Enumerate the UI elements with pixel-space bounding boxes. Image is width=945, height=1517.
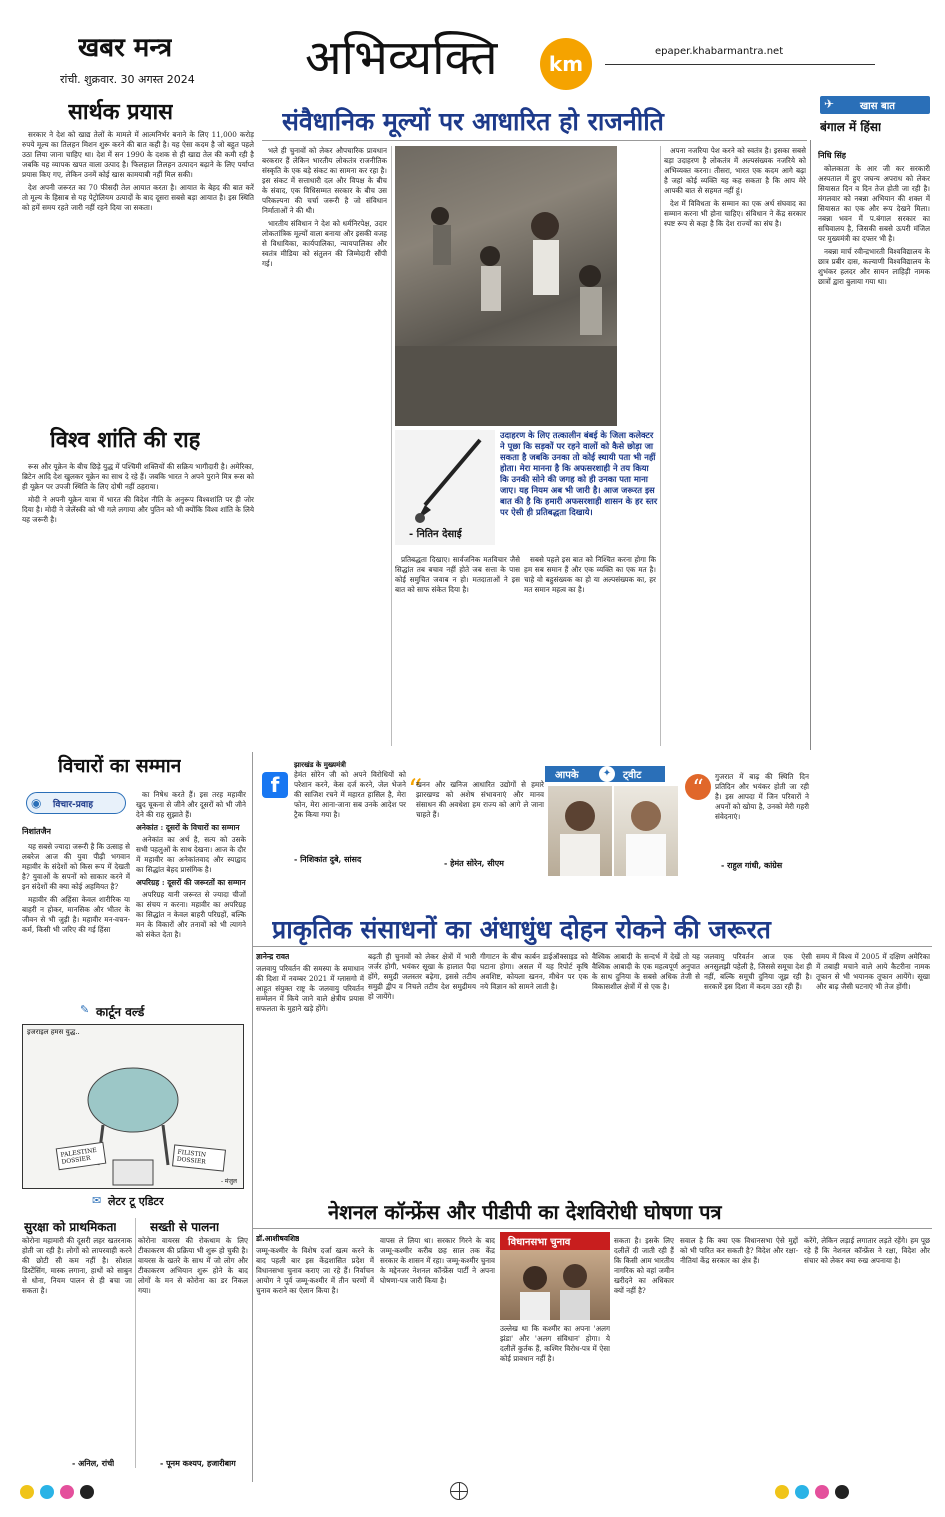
color-dot bbox=[20, 1485, 34, 1499]
tweet-right-text: गुजरात में बाढ़ की स्थिति दिन प्रतिदिन और भयंकर होती जा रही है। इस आपदा में जिन परिवारों ने अपनों को खोया है, उनको मेरी गहरी संवेदनाएं। bbox=[715, 772, 809, 821]
facebook-icon: f bbox=[262, 772, 288, 798]
editorial1-para: देश अपनी जरूरत का 70 फीसदी तेल आयात करता है। आयात के बेहद की बात करें तो मूल्य के हिसाब से यह पेट्रोलियम उत्पादों के बाद दूसरा सबसे बड़ा आयात है। इस स्थिति को हमें समय रहते जारी नहीं रहने दिया जा सकता। bbox=[22, 183, 254, 212]
main-para: भारतीय संविधान ने देश को धर्मनिरपेक्ष, उदार लोकतांत्रिक मूल्यों वाला बनाया और इसकी वजह से विधायिका, कार्यपालिका, न्यायपालिका और स्वतंत्र मीडिया को संतुलन की जिम्मेदारी सौंपी गई। bbox=[262, 219, 387, 268]
main-col-mid2 bbox=[524, 555, 656, 745]
color-dot bbox=[835, 1485, 849, 1499]
main-headline: संवैधानिक मूल्यों पर आधारित हो राजनीति bbox=[282, 107, 664, 136]
editorial1-title: सार्थक प्रयास bbox=[68, 100, 174, 125]
vichar-para: यह सबसे ज्यादा जरूरी है कि उत्साह से लबरेज आज की युवा पीढ़ी भगवान महावीर के संदेशों को किस रूप में देखती है? युवाओं के सपनों को साकार करने में इन संदेशों की क्या कोई अहमियत है? bbox=[22, 842, 130, 891]
editorial2-body bbox=[22, 462, 254, 747]
km-logo-text: km bbox=[548, 52, 584, 76]
cartoon-title: कार्टून वर्ल्ड bbox=[96, 1005, 145, 1019]
tweet-mid-text: खनन और खनिज आधारित उद्योगों से हमारे झारखण्ड को अशेष संभावनाएं और मानव संसाधन की अवधेशा हम राज्य को आगे ले जाना चाहते हैं। bbox=[416, 780, 544, 819]
footer-dots-left bbox=[20, 1484, 170, 1504]
epaper-url[interactable]: epaper.khabarmantra.net bbox=[655, 46, 784, 57]
masthead bbox=[0, 0, 945, 92]
cartoon-credit: - मंजुल bbox=[220, 1178, 237, 1185]
letter-icon: ✉ bbox=[92, 1194, 102, 1207]
nc-pdp-col3: उल्लेख था कि कश्मीर का अपना 'अलग झंडा' और 'अलग संविधान' होगा। ये दलीलें कुर्तक हैं, कश्मिर विरोध-पत्र में ऐसा कोई प्रावधान नहीं है। bbox=[500, 1324, 610, 1363]
quote-icon: “ bbox=[685, 774, 711, 800]
letters-title: लेटर टू एडिटर bbox=[108, 1195, 164, 1208]
photo-soren bbox=[548, 786, 612, 876]
main-para: सबसे पहले इस बात को निश्चित करना होगा कि हम सब समान हैं और एक व्यक्ति का एक मत है। चाहे वो बहुसंख्यक का हो या अल्पसंख्यक का, हर मत समान महत्व का है। bbox=[524, 555, 656, 594]
main-col4 bbox=[664, 146, 806, 746]
vichar-para: अनेकांत का अर्थ है, सत्य को उसके सभी पहलुओं के साथ देखना। आज के दौर में महावीर का अनेकांतवाद और स्याद्वाद का सिद्धांत बेहद प्रासंगिक है। bbox=[136, 835, 246, 874]
nc-pdp-col6: करेंगे, लेकिन लड़ाई लगातार लड़ते रहेंगे। हम पूछ रहे हैं कि नेशनल कॉन्फ्रेंस ने रक्षा, विदेश और संचार को लेकर क्या रुख अपनाया है। bbox=[804, 1236, 930, 1265]
vichar-para: महावीर की अहिंसा केवल शारीरिक या बाहरी न होकर, मानसिक और भीतर के जीवन से भी जुड़ी है। महावीर मन-वचन-कर्म, किसी भी जरिए की गई हिंसा bbox=[22, 895, 130, 934]
election-photo bbox=[500, 1250, 610, 1320]
vichar-byline: निशांतजैन bbox=[22, 827, 51, 836]
main-para: देश में विविधता के सम्मान का एक अर्थ संघवाद का सम्मान करना भी होना चाहिए। संविधान ने केंद्र सरकार स्पष्ट रूप से कहा है कि देश राज्यों का संघ है। bbox=[664, 199, 806, 228]
main-col-mid bbox=[395, 555, 520, 745]
resources-col5: जलवायु परिवर्तन आज एक ऐसी अनसुलझी पहेली है, जिससे समूचा देश ही नहीं, बल्कि समूची दुनिया जूझ रही है। सरकारें इस दिशा में कदम उठा रही हैं। bbox=[704, 952, 812, 991]
tweet-right bbox=[685, 770, 810, 878]
letter2-title: सख्ती से पालना bbox=[150, 1220, 220, 1234]
km-logo bbox=[540, 38, 592, 90]
cartoon-box1: PALESTINE DOSSIER bbox=[56, 1142, 107, 1170]
khas-baat-para: नबन्ना मार्च रवीन्द्रभारती विश्वविद्यालय के छात्र प्रबीर दास, कल्याणी विश्वविद्यालय के शुभंकर हलदर और सायन लाहिड़ी नामक छात्रों द्वारा बुलाया गया था। bbox=[818, 247, 930, 286]
twitter-icon: ✦ bbox=[599, 766, 615, 782]
editorial1-para: सरकार ने देश को खाद्य तेलों के मामले में आत्मनिर्भर बनाने के लिए 11,000 करोड़ रुपये मूल्य का तिलहन मिशन शुरू करने की बात कही है। यह ऐसा कदम है जो बहुत पहले उठा लिया जाना चाहिए था। देश में सन 1990 के दशक से ही खाद्य तेल की कमी रही है जबकि यह व्यापक खपत वाला उत्पाद है। फिलहाल तिलहन उत्पादन बढ़ाने के लिए पर्याप्त प्रयास किए गए, लेकिन उनमें कोई खास कामयाबी नहीं मिल सकी। bbox=[22, 130, 254, 179]
tweets-banner-a: आपके bbox=[555, 770, 579, 781]
nc-pdp-byline: डॉ.आशीषवशिष्ठ bbox=[256, 1234, 300, 1243]
letter1-body: कोरोना महामारी की दूसरी लहर खतरनाक होती जा रही है। लोगों को लापरवाही करने की छोटी सी कम नहीं है। सोशल डिस्टेंसिंग, मास्क लगाना, हाथों को साबुन से धोना, नियम पालन से ही बचा जा सकता है। bbox=[22, 1236, 132, 1295]
nc-pdp-col1: जम्मू-कश्मीर के विशेष दर्जा खत्म करने के बाद पहली बार इस केंद्रशासित प्रदेश में विधानसभा चुनाव कराए जा रहे हैं। निर्वाचन आयोग ने पूर्व जम्मू-कश्मीर में तीन चरणों में चुनाव कराने का ऐलान किया है। bbox=[256, 1246, 374, 1295]
registration-mark-icon bbox=[450, 1482, 468, 1500]
photo-illustration bbox=[395, 146, 617, 426]
resources-col2: बढ़ती ही चुनावों को लेकर क्षेत्रों में भारी जर्जर होगी, भयंकर सूखा के हालात पैदा होंगे, समुद्री जलस्तर बढ़ेगा, इससे तटीय समुद्री द्वीप व निचले तटीय देश समुद्रीमय हो जायेंगे। bbox=[368, 952, 476, 1001]
nc-pdp-col4: सकता है। इसके लिए दलीलें दी जाती रही हैं कि किसी आम भारतीय नागरिक को वहां जमीन खरीदने का अधिकार क्यों नहीं है? bbox=[614, 1236, 674, 1295]
khas-baat-tag bbox=[820, 96, 930, 114]
color-dot bbox=[815, 1485, 829, 1499]
resources-col1: जलवायु परिवर्तन की समस्या के समाधान की दिशा में नवम्बर 2021 में ग्लासगो में आहूत संयुक्त राष्ट्र के जलवायु परिवर्तन सम्मेलन में किये जाने वाले क्षेत्रीय प्रयास सफलता के मुहाने खड़े होंगे। bbox=[256, 964, 364, 1013]
dateline: रांची. शुक्रवार. 30 अगस्त 2024 bbox=[60, 73, 195, 86]
main-para: भले ही चुनावों को लेकर औपचारिक प्रावधान बरकरार हैं लेकिन भारतीय लोकतंत्र राजनीतिक संस्कृति के एक बड़े संकट का सामना कर रहा है। इस संकट में सत्ताधारी दल और विपक्ष के बीच के संवाद, एक विधिसम्मत सरकार के बीच उस परिकल्पना की चर्चा जरूरी है जो संविधान निर्माताओं ने की थी। bbox=[262, 146, 387, 215]
article-author: - नितिन देसाई bbox=[409, 529, 462, 540]
pen-illustration bbox=[395, 430, 495, 545]
vichar-col1 bbox=[22, 842, 130, 994]
khas-baat-sub: बंगाल में हिंसा bbox=[820, 120, 882, 134]
plane-icon: ✈ bbox=[824, 97, 835, 111]
vichar-tag bbox=[26, 792, 126, 814]
social-box-left bbox=[260, 758, 410, 878]
editorial2-para: मोदी ने अपनी यूक्रेन यात्रा में भारत की विदेश नीति के अनुरूप विश्वशांति पर ही जोर दिया है। मोदी ने जेलेंस्की को भी गले लगाया और पुतिन को भी क्योंकि विश्व शांति के लिये यह जरूरी है। bbox=[22, 495, 254, 524]
nc-pdp-col5: सवाल है कि क्या एक विधानसभा ऐसे मुद्दों को भी पारित कर सकती है? विदेश और रक्षा-नीतियां केंद्र सरकार का क्षेत्र हैं। bbox=[680, 1236, 798, 1265]
letters-tag bbox=[92, 1194, 202, 1210]
main-para: प्रतिबद्धता दिखाए। सार्वजनिक मतविचार जैसे सिद्धांत तब बचाव नहीं होते जब सत्ता के पास कोई समुचित जवाब न हो। मतदाताओं ने इस बात को साफ संकेत दिया है। bbox=[395, 555, 520, 594]
letter2-author: - पूनम कश्यप, हजारीबाग bbox=[160, 1458, 236, 1468]
protest-photo bbox=[395, 146, 617, 426]
footer-dots-right bbox=[775, 1484, 925, 1504]
main-col1 bbox=[262, 146, 387, 746]
letter1-title: सुरक्षा को प्राथमिकता bbox=[24, 1220, 117, 1234]
cartoon-box2: FILISTIN DOSSIER bbox=[172, 1144, 226, 1171]
vichar-tag-label: विचार-प्रवाह bbox=[53, 800, 94, 810]
resources-col4: वैश्विक आबादी के सन्दर्भ में देखें तो यह वैश्विक आबादी के एक महत्वपूर्ण अनुपात के साथ दुनिया के सबसे अधिक तेजी से विकासशील क्षेत्रों में से एक है। bbox=[592, 952, 700, 991]
election-badge bbox=[500, 1232, 610, 1250]
photo-rahul bbox=[614, 786, 678, 876]
pullquote-text: उदाहरण के लिए तत्कालीन बंबई के जिला कलेक्टर ने पूछा कि सड़कों पर रहने वालों को कैसे छोड़ा जा सकता है जबकि उनका तो कोई स्थायी पता भी नहीं होता। मेरा मानना है कि अफसरशाही ने तय किया कि उनकी सोने की जगह को ही उनका पता माना जाए। यह नियम अब भी जारी है। आज जरूरत इस बात की है कि हमारी अफसरशाही शासन के हर स्तर पर ऐसी ही प्रतिबद्धता दिखाये। bbox=[500, 430, 658, 517]
vichar-para: अपरिग्रह यानी जरूरत से ज्यादा चीजों का संचय न करना। महावीर का अपरिग्रह का सिद्धांत न केवल बाहरी परिग्रहों, बल्कि मन के विकारों और तनावों को भी त्यागने को संकेत देता है। bbox=[136, 890, 246, 939]
vichar-subhead: अपरिग्रह : दूसरों की जरूरतों का सम्मान bbox=[136, 878, 246, 887]
editorial2-para: रूस और यूक्रेन के बीच छिड़े युद्ध में पश्चिमी शक्तियों की सक्रिय भागीदारी है। अमेरिका, ब्रिटेन आदि देश खुलकर यूक्रेन का साथ दे रहे हैं। जबकि भारत ने अपने पुराने मित्र रूस को ही यूक्रेन पर उपजी स्थिति के लिए दोषी नहीं ठहराया। bbox=[22, 462, 254, 491]
social-handle: झारखंड के मुख्यमंत्री bbox=[294, 760, 346, 769]
main-para: अपना नजरिया पेश करने को स्वतंत्र है। इसका सबसे बड़ा उदाहरण है लोकतंत्र में अल्पसंख्यक नजरिये को अभिव्यक्त करना। तीसरा, भारत एक कदम आगे बढ़ा है जहां कोई व्यक्ति यह कह सकता है कि आप मेरे आपकी बात से सहमत नहीं हूं। bbox=[664, 146, 806, 195]
color-dot bbox=[60, 1485, 74, 1499]
resources-col6: समय में विश्व में 2005 में दक्षिण अमेरिका में तबाही मचाने वाले आये कैटरीना नामक तूफान से भी भयानक तूफान आयेंगे। सूखा और बाढ़ जैसी घटनाएं भी तेज होंगी। bbox=[816, 952, 930, 991]
pen-icon bbox=[395, 430, 495, 525]
social-left-text: हेमंत सोरेन जी को अपने विरोधियों को परेशान करने, केस दर्ज करने, जेल भेजने की साजिश रचने में महारत हासिल है, मेरा फोन, मेरा आना-जाना सब उनके आदेश पर ट्रैक किया गया है। bbox=[294, 770, 406, 819]
globe-icon: ◉ bbox=[31, 796, 42, 810]
cartoon-caption: इजराइल हमस युद्ध.. bbox=[27, 1028, 80, 1036]
section-title: अभिव्यक्ति bbox=[305, 30, 498, 86]
cartoon-image bbox=[22, 1024, 244, 1189]
resources-col3: गीगाटन के बीच कार्बन डाईऑक्साइड को घटाना होगा। असल में यह रिपोर्ट कृषि अवशिष्ट, कोयला खनन, मीथेन पर एक नये विज्ञान को सामने लाती है। bbox=[480, 952, 588, 991]
tweet-right-author: - राहुल गांधी, कांग्रेस bbox=[721, 860, 783, 870]
editorial1-body bbox=[22, 130, 254, 415]
khas-baat-label: खास बात bbox=[860, 101, 896, 112]
leaders-photo bbox=[500, 1250, 610, 1320]
pullquote bbox=[500, 430, 660, 548]
nc-pdp-col2: वापस ले लिया था। सरकार गिरने के बाद जम्मू-कश्मीर करीब छह साल तक केंद्र सरकार के शासन में रहा। जम्मू-कश्मीर चुनाव के मद्देनजर नेशनल कॉन्फ्रेंस पार्टी ने अपना घोषणा-पत्र जारी किया है। bbox=[380, 1236, 495, 1285]
cartoon-tag bbox=[80, 1003, 180, 1019]
tweet-mid bbox=[408, 776, 548, 876]
portrait-icon bbox=[548, 786, 612, 876]
cartoon-icon: ✎ bbox=[80, 1003, 90, 1016]
tweet-mid-author: - हेमंत सोरेन, सीएम bbox=[444, 858, 504, 868]
khas-baat-para: कोलकाता के आर जी कर सरकारी अस्पताल में हुए जघन्य अपराध को लेकर सियासत दिन व दिन तेज होती जा रही है। मंगलवार को नबन्ना अभियान की शक्ल में सियासत का एक और रूप देखने मिला। नबन्ना भवन में प.बंगाल सरकार का सचिवालय है, जिसकी सबसे ऊपरी मंजिल पर मुख्यमंत्री का दफ्तर भी है। bbox=[818, 164, 930, 243]
vichar-para: का निषेध करते हैं। इस तरह महावीर खुद चूकना से जीने और दूसरों को भी जीने देने की राह सुझाते हैं। bbox=[136, 790, 246, 819]
editorial2-title: विश्व शांति की राह bbox=[50, 428, 201, 453]
social-left-author: - निशिकांत दुबे, सांसद bbox=[294, 854, 362, 864]
portrait-icon bbox=[614, 786, 678, 876]
vichar-subhead: अनेकांत : दूसरों के विचारों का सम्मान bbox=[136, 823, 240, 832]
letter2-body: कोरोना वायरस की रोकथाम के लिए टीकाकरण की प्रक्रिया भी शुरू हो चुकी है। वायरस के खतरे के साथ में जो लोग और टीकाकरण अभियान शुरू होने के बाद लोगों के मन से कोरोना का डर निकल गया। bbox=[138, 1236, 248, 1295]
brand-logo: खबर मन्त्र bbox=[78, 33, 173, 63]
vichar-col2 bbox=[136, 790, 246, 995]
color-dot bbox=[80, 1485, 94, 1499]
color-dot bbox=[40, 1485, 54, 1499]
tweets-banner bbox=[545, 766, 665, 782]
khas-baat-byline: निधि सिंह bbox=[818, 151, 847, 160]
resources-byline: ज्ञानेन्द्र रावत bbox=[256, 952, 290, 961]
letter1-author: - अनिल, रांची bbox=[72, 1458, 115, 1468]
tweets-banner-b: ट्वीट bbox=[623, 770, 642, 781]
election-badge-label: विधानसभा चुनाव bbox=[508, 1237, 571, 1248]
quote-icon: “ bbox=[408, 776, 423, 806]
nc-pdp-headline: नेशनल कॉन्फ्रेंस और पीडीपी का देशविरोधी घोषणा पत्र bbox=[328, 1200, 722, 1224]
color-dot bbox=[775, 1485, 789, 1499]
color-dot bbox=[795, 1485, 809, 1499]
vichar-title: विचारों का सम्मान bbox=[58, 755, 182, 777]
resources-headline: प्राकृतिक संसाधनों का अंधाधुंध दोहन रोकने की जरूरत bbox=[272, 915, 771, 944]
